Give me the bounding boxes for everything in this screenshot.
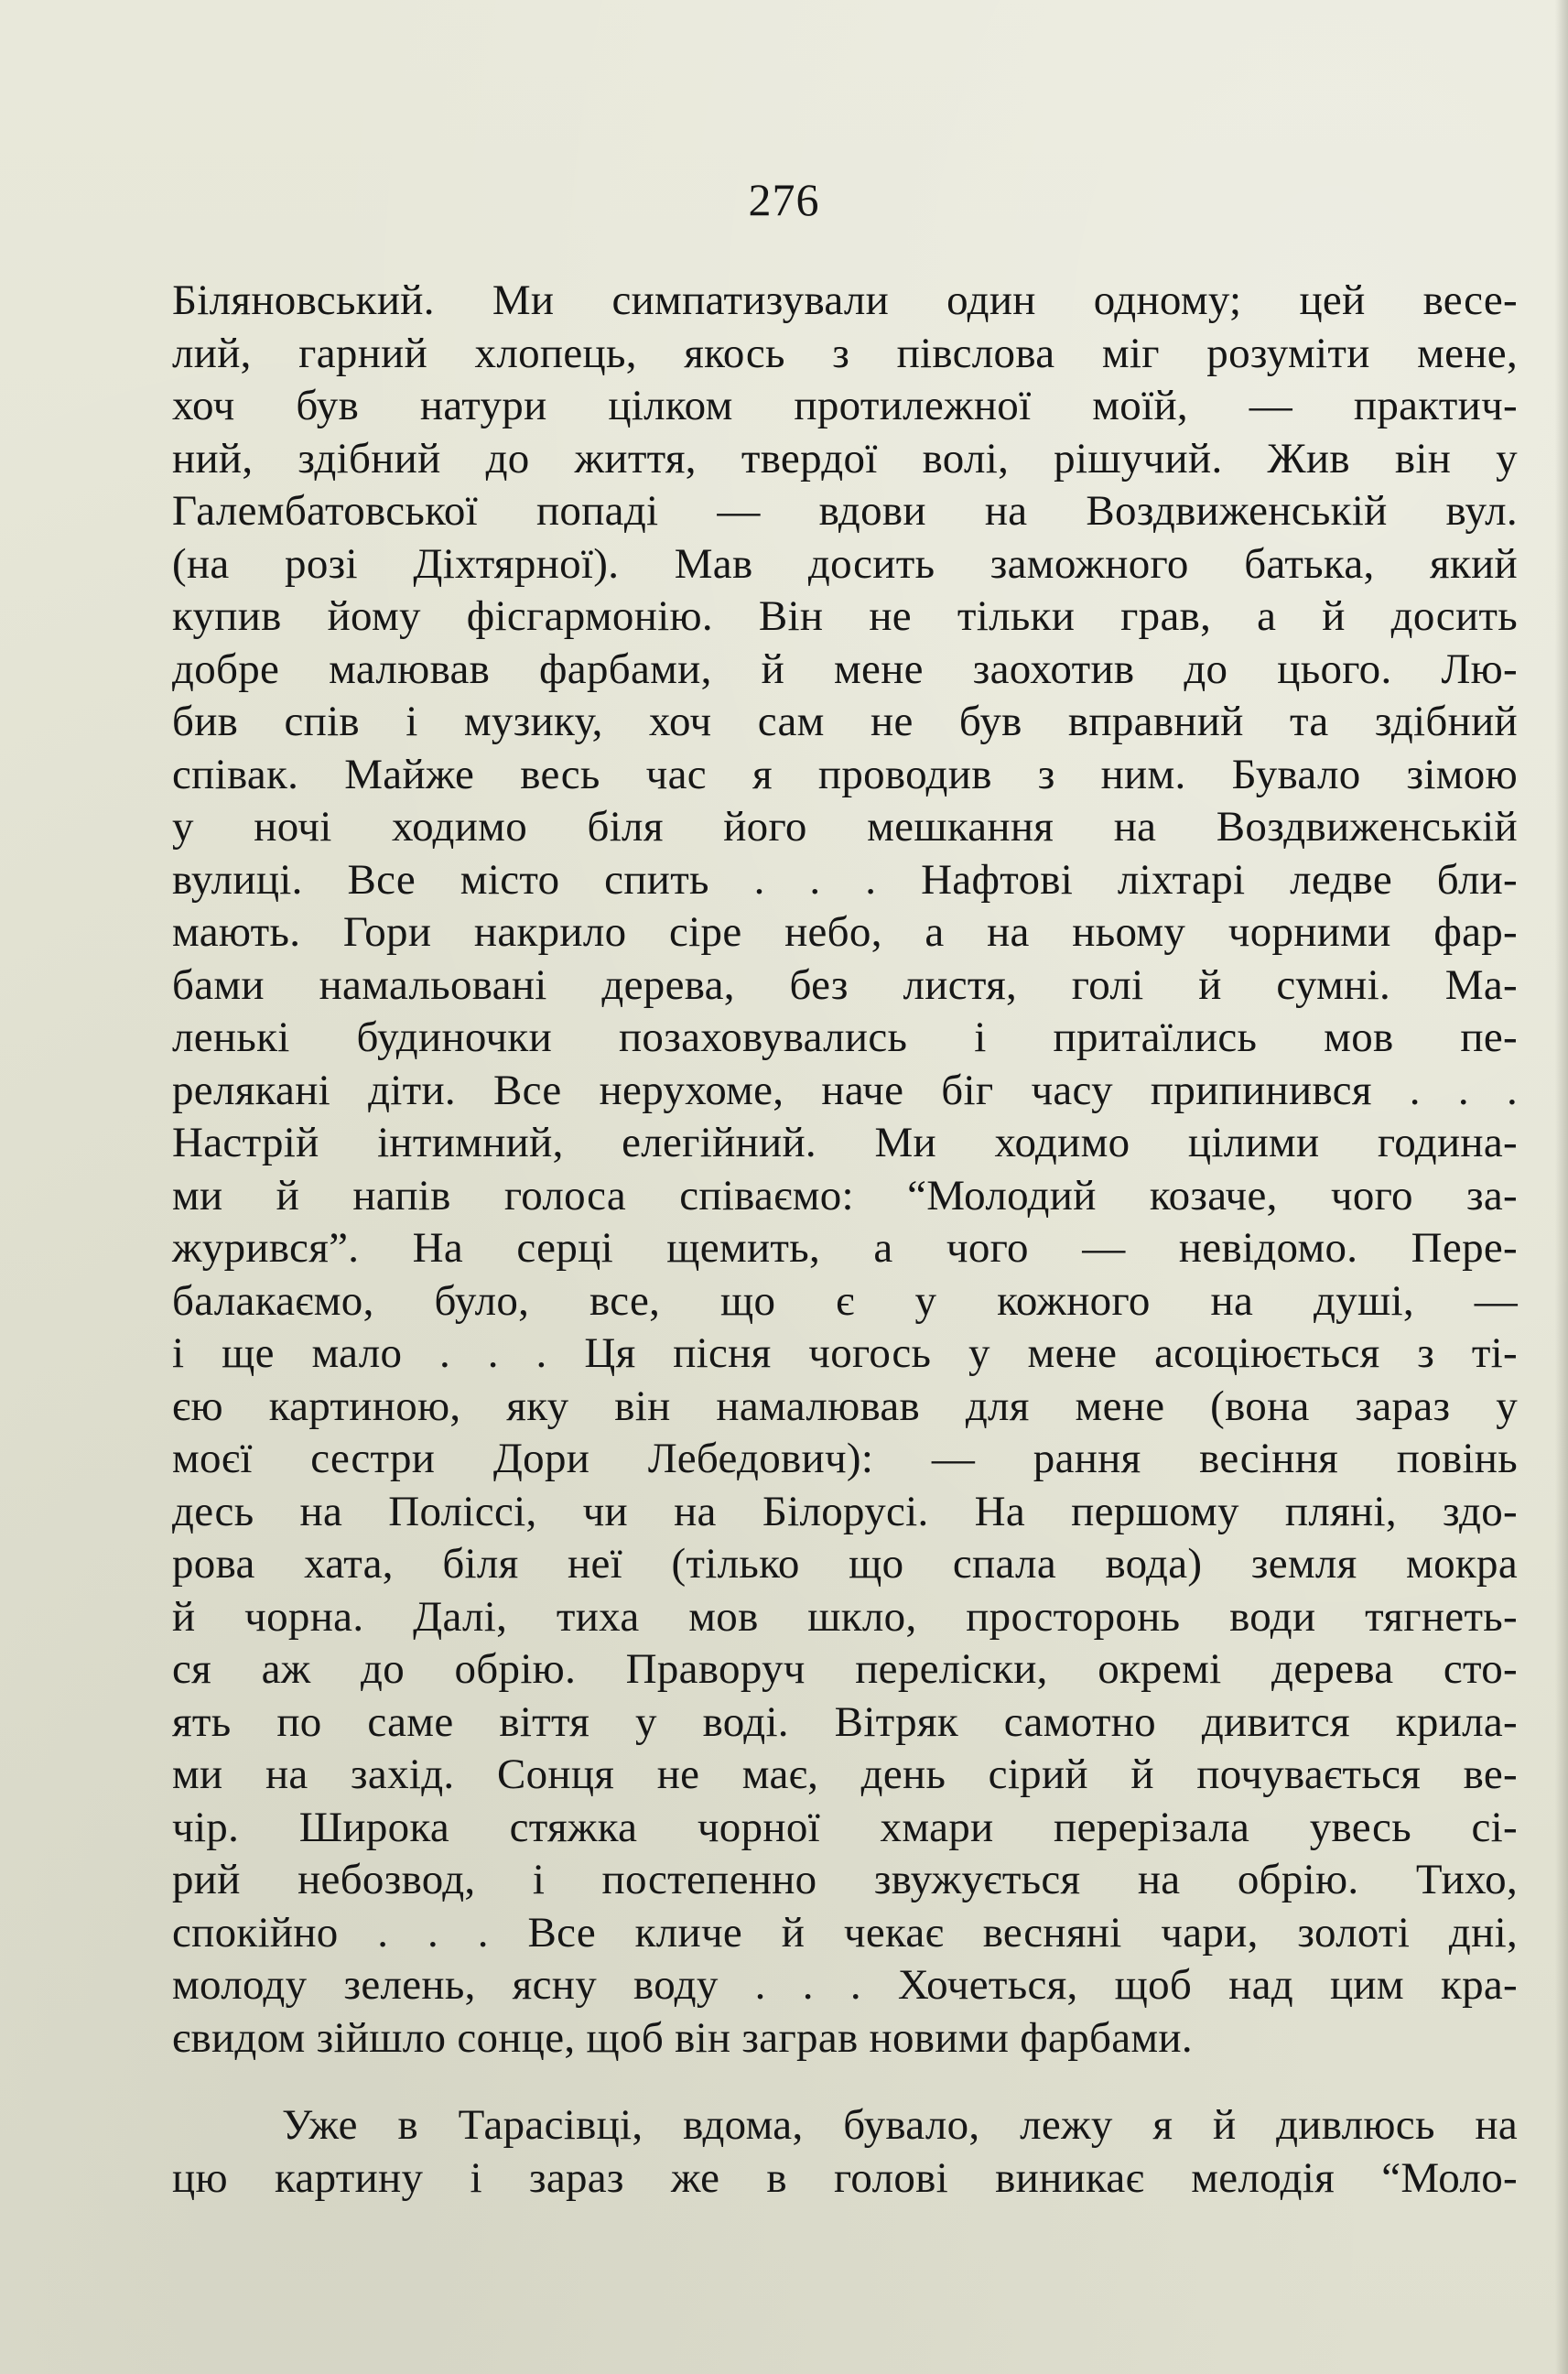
text-line: бами намальовані дерева, без листя, голі й сумні. Ма- (172, 960, 1518, 1009)
page-edge-shadow (1555, 0, 1568, 2374)
paragraph (172, 275, 1518, 2065)
text-line: мають. Гори накрило сіре небо, а на ньому чорними фар- (172, 908, 1518, 956)
text-line: молоду зелень, ясну воду . . . Хочеться, щоб над цим кра- (172, 1961, 1518, 2009)
text-line: цю картину і зараз же в голові виникає мелодія “Моло- (172, 2153, 1518, 2202)
text-line: ять по саме віття у воді. Вітряк самотно дивится крила- (172, 1697, 1518, 1746)
text-line: спокійно . . . Все кличе й чекає весняні чари, золоті дні, (172, 1908, 1518, 1957)
text-line: рий небозвод, і постепенно звужується на обрію. Тихо, (172, 1856, 1518, 1903)
text-line: релякані діти. Все нерухоме, наче біг часу припинився . . . (172, 1066, 1518, 1114)
text-line: ленькі будиночки позаховувались і притаїлись мов пе- (172, 1014, 1518, 1061)
text-line: єю картиною, яку він намалював для мене (вона зараз у (172, 1382, 1518, 1430)
paragraph (172, 2099, 1518, 2205)
text-line: журився”. На серці щемить, а чого — невідомо. Пере- (172, 1224, 1518, 1272)
text-line: ся аж до обрію. Праворуч переліски, окремі дерева сто- (172, 1645, 1518, 1693)
text-line: купив йому фісгармонію. Він не тільки грав, а й досить (172, 592, 1518, 640)
text-line: й чорна. Далі, тиха мов шкло, просторонь води тягнеть- (172, 1592, 1518, 1641)
text-line: Настрій інтимний, елегійний. Ми ходимо цілими година- (172, 1119, 1518, 1166)
text-line: ний, здібний до життя, твердої волі, рішучий. Жив він у (172, 434, 1518, 482)
text-line: ми й напів голоса співаємо: “Молодий козаче, чого за- (172, 1171, 1518, 1220)
text-line: (на розі Діхтярної). Мав досить заможного батька, який (172, 539, 1518, 588)
text-line: хоч був натури цілком протилежної моїй, — практич- (172, 382, 1518, 429)
text-line: у ночі ходимо біля його мешкання на Воздвиженській (172, 803, 1518, 851)
page-number: 276 (748, 174, 820, 225)
text-line: десь на Поліссі, чи на Білорусі. На першому пляні, здо- (172, 1487, 1518, 1535)
text-line: бив спів і музику, хоч сам не був вправний та здібний (172, 698, 1518, 745)
text-line: балакаємо, було, все, що є у кожного на душі, — (172, 1276, 1518, 1325)
text-line: рова хата, біля неї (тілько що спала вода) земля мокра (172, 1540, 1518, 1588)
text-line: чір. Широка стяжка чорної хмари перерізала увесь сі- (172, 1803, 1518, 1851)
body-text (172, 275, 1518, 2205)
text-line: євидом зійшло сонце, щоб він заграв новими фарбами. (172, 2013, 1193, 2062)
text-line: добре малював фарбами, й мене заохотив до цього. Лю- (172, 645, 1518, 693)
text-line: Галембатовської попаді — вдови на Воздвиженській вул. (172, 487, 1518, 535)
text-line: і ще мало . . . Ця пісня чогось у мене асоціюється з ті- (172, 1329, 1518, 1377)
text-line: Уже в Тарасівці, вдома, бувало, лежу я й дивлюсь на (282, 2101, 1518, 2149)
text-line: ми на захід. Сонця не має, день сірий й почувається ве- (172, 1751, 1518, 1798)
text-line: співак. Майже весь час я проводив з ним. Бувало зімою (172, 750, 1518, 798)
text-line: лий, гарний хлопець, якось з півслова міг розуміти мене, (172, 329, 1518, 377)
text-line: вулиці. Все місто спить . . . Нафтові ліхтарі ледве бли- (172, 855, 1518, 904)
text-line: Біляновський. Ми симпатизували один одному; цей весе- (172, 276, 1518, 324)
paragraph-spacer (172, 2065, 1518, 2099)
text-line: моєї сестри Дори Лебедович): — рання весіння повінь (172, 1435, 1518, 1482)
